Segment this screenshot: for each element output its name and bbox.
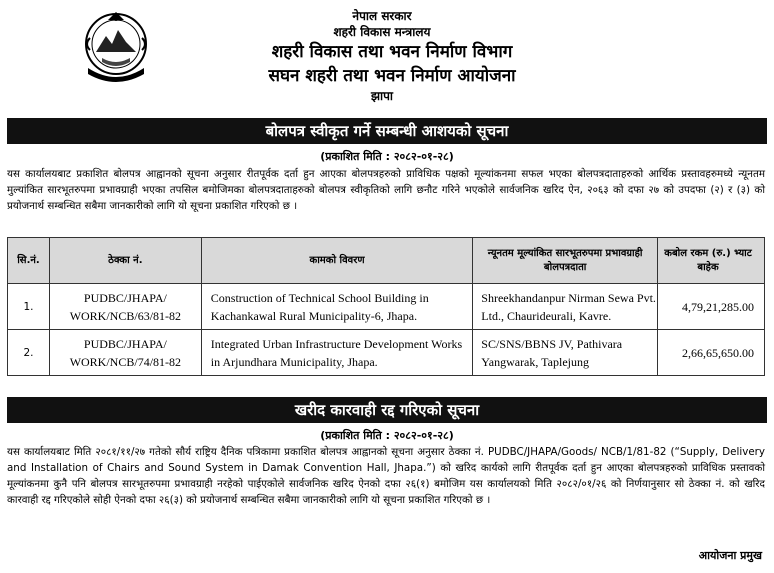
ministry-name: शहरी विकास मन्त्रालय bbox=[333, 25, 431, 39]
project-name: सघन शहरी तथा भवन निर्माण आयोजना bbox=[268, 66, 516, 86]
header-description: कामको विवरण bbox=[201, 238, 472, 284]
header-amount: कबोल रकम (रु.) भ्याट बाहेक bbox=[658, 238, 765, 284]
row-bidder: SC/SNS/BBNS JV, Pathivara Yangwarak, Taplejung bbox=[473, 330, 658, 376]
table-header-row bbox=[8, 238, 765, 284]
row-contract-no: PUDBC/JHAPA/ WORK/NCB/74/81-82 bbox=[49, 330, 201, 376]
govt-name: नेपाल सरकार bbox=[352, 9, 412, 23]
notice2-published-date: (प्रकाशित मिति : २०८२-०१-२८) bbox=[320, 429, 454, 442]
notice2-body: यस कार्यालयबाट मिति २०८१/११/२७ गतेको सौर्य राष्ट्रिय दैनिक पत्रिकामा प्रकाशित बोलपत्र आह्वानको सूचना अनुसार ठेक्का नं. PUDBC/JHAPA/Goods/ NCB/1/81-82 (“Supply, Delivery and Installation of Chairs and Sound System in Damak Convention Hall, Jhapa.”) को खरिद कार्यको लागि रीतपूर्वक दर्ता हुन आएका बोलपत्रहरुको प्राविधिक प्रस्तावको मूल्यांकनमा कुनै पनि बोलपत्र सारभूतरुपमा प्रभावग्राही नरहेको पाईएकोले सार्वजनिक खरिद ऐनको दफा २६(१) बमोजिम यस कार्यालयको मिति २०८२/०१/२६ को निर्णयानुसार सो ठेक्का नं. को खरिद कारवाही रद्द गरिएकोले सोही ऐनको दफा २६(३) को प्रयोजनार्थ सम्बन्धित सबैमा जानकारीको लागि यो सूचना प्रकाशित गरिएको छ । bbox=[7, 446, 765, 506]
header-contract-no: ठेक्का नं. bbox=[49, 238, 201, 284]
notice-header bbox=[0, 8, 774, 104]
row-sn: 2. bbox=[8, 330, 50, 376]
department-name: शहरी विकास तथा भवन निर्माण विभाग bbox=[271, 42, 513, 62]
row-sn: 1. bbox=[8, 284, 50, 330]
signoff: आयोजना प्रमुख bbox=[698, 549, 762, 562]
table-row bbox=[8, 284, 765, 330]
header-bidder: न्यूनतम मूल्यांकित सारभूतरुपमा प्रभावग्राही बोलपत्रदाता bbox=[473, 238, 658, 284]
notice1-published-date: (प्रकाशित मिति : २०८२-०१-२८) bbox=[320, 150, 454, 163]
row-description: Construction of Technical School Building in Kachankawal Rural Municipality-6, Jhapa. bbox=[201, 284, 472, 330]
row-bidder: Shreekhandanpur Nirman Sewa Pvt. Ltd., Chaurideurali, Kavre. bbox=[473, 284, 658, 330]
row-amount: 2,66,65,650.00 bbox=[658, 330, 765, 376]
notice2-title: खरीद कारवाही रद्द गरिएको सूचना bbox=[7, 397, 767, 423]
table-row bbox=[8, 330, 765, 376]
notice1-title: बोलपत्र स्वीकृत गर्ने सम्बन्धी आशयको सूचना bbox=[7, 118, 767, 144]
row-amount: 4,79,21,285.00 bbox=[658, 284, 765, 330]
notice1-body: यस कार्यालयबाट प्रकाशित बोलपत्र आह्वानको सूचना अनुसार रीतपूर्वक दर्ता हुन आएका बोलपत्रहरुको प्राविधिक पक्षको मूल्यांकनमा सफल भएका बोलपत्रदाताहरुको आर्थिक प्रस्तावहरुमध्ये न्यूनतम मुल्यांकित सारभूतरुपमा प्रभावग्राही भएका तपसिल बमोजिमका बोलपत्रदाताहरुको बोलपत्र स्वीकृतिको लागि छनौट गरिने भएकोले सार्वजनिक खरिद ऐन, २०६३ को दफा २७ को उपदफा (२) र (३) को प्रयोजनार्थ सम्बन्धित सबैमा जानकारीको लागि यो सूचना प्रकाशित गरिएको छ । bbox=[7, 168, 765, 212]
header-sn: सि.नं. bbox=[8, 238, 50, 284]
row-description: Integrated Urban Infrastructure Development Works in Arjundhara Municipality, Jhapa. bbox=[201, 330, 472, 376]
award-table bbox=[7, 237, 765, 376]
row-contract-no: PUDBC/JHAPA/ WORK/NCB/63/81-82 bbox=[49, 284, 201, 330]
district-name: झापा bbox=[370, 89, 394, 103]
